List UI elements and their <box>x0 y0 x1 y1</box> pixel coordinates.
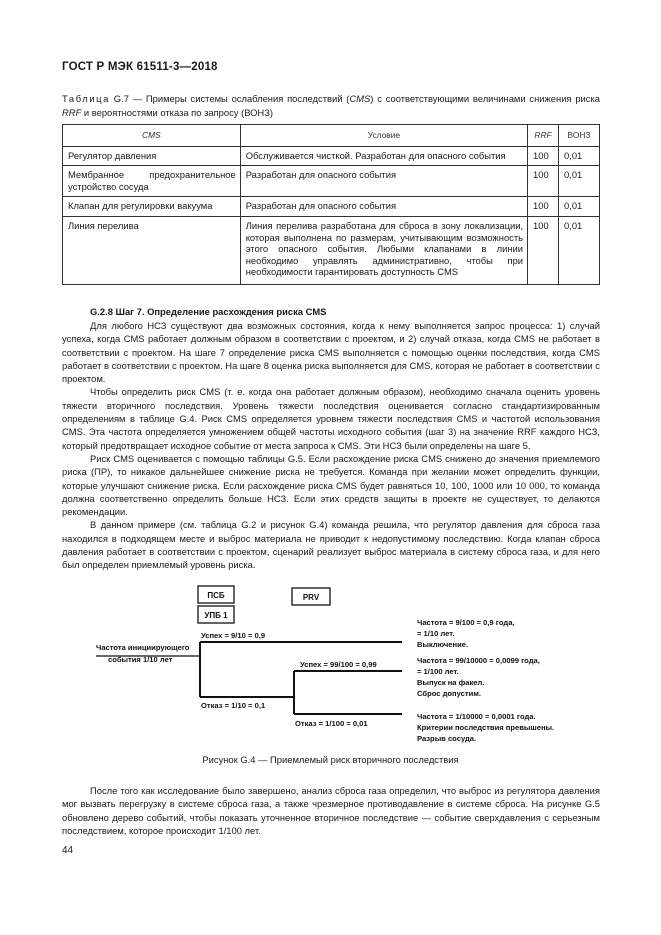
box-pss-label: ПСБ <box>207 591 225 600</box>
cell-rrf: 100 <box>528 197 559 217</box>
cell-pfd: 0,01 <box>559 166 600 197</box>
table-row <box>63 166 600 197</box>
page-number: 44 <box>62 845 74 856</box>
box-prv-label: PRV <box>302 593 320 602</box>
outcome-1-line: Частота = 9/100 = 0,9 года, <box>417 618 515 627</box>
outcome-2-line: = 1/100 лет. <box>417 667 459 676</box>
initiating-label: события 1/10 лет <box>108 655 173 664</box>
outcome-2-line: Выпуск на факел. <box>417 678 485 687</box>
table-caption-prefix: Таблица <box>62 93 110 104</box>
event-tree-diagram <box>62 584 582 749</box>
outcome-1-line: = 1/10 лет. <box>417 629 455 638</box>
outcome-3-line: Разрыв сосуда. <box>417 734 477 743</box>
outcome-3-line: Критерии последствия превышены. <box>417 723 555 732</box>
document-header: ГОСТ Р МЭК 61511-3—2018 <box>62 61 218 73</box>
cell-cms: Клапан для регулировки вакуума <box>63 197 241 217</box>
cell-cms: Регулятор давления <box>63 146 241 166</box>
table-caption-text: и вероятностями отказа по запросу (ВОНЗ) <box>81 106 273 118</box>
fail-label-1: Отказ = 1/10 = 0,1 <box>201 701 266 710</box>
table-caption-text: G.7 — Примеры системы ослабления последствий ( <box>109 93 350 104</box>
paragraph: Для любого НСЗ существуют два возможных состояния, когда к нему выполняется запрос процесса: 1) случай успеха, когда CMS работает должным образом в соответствии с проектом, и 2) случай отказа, когда CMS не работает в соответствии с проектом. На шаге 7 определение риска CMS выполняется с помощью оценки последствия, когда CMS работает в соответствии с проектом. На шаге 8 оценка риска выполняется для CMS, которая не работает в соответствии с проектом. <box>62 320 600 385</box>
cms-table <box>62 124 600 285</box>
fail-label-2: Отказ = 1/100 = 0,01 <box>295 719 368 728</box>
success-label-2: Успех = 99/100 = 0,99 <box>300 660 377 669</box>
cell-cms: Линия перелива <box>63 216 241 284</box>
table-caption-rrf: RRF <box>62 106 82 118</box>
outcome-2-line: Сброс допустим. <box>417 689 482 698</box>
cell-condition: Разработан для опасного события <box>240 166 527 197</box>
success-label-1: Успех = 9/10 = 0,9 <box>201 631 266 640</box>
section-title: G.2.8 Шаг 7. Определение расхождения риска CMS <box>90 306 327 317</box>
cell-condition: Разработан для опасного события <box>240 197 527 217</box>
paragraph: Риск CMS оценивается с помощью таблицы G.5. Если расхождение риска CMS снижено до значения приемлемого риска (ПР), то никакое дальнейшее снижение риска не требуется. Команда при желании может определить функции, которые улучшают снижение риска. Если расхождение риска CMS будет равняться 10, 100, 1000 или 10 000, то команда должна соответственно определить больше НСЗ. Если этих средств защиты в проекте не существует, то делаются рекомендации. <box>62 452 600 518</box>
outcome-1-line: Выключение. <box>417 640 469 649</box>
table-caption <box>62 92 600 119</box>
col-header-pfd: ВОНЗ <box>559 125 600 147</box>
col-header-rrf: RRF <box>528 125 559 147</box>
cell-rrf: 100 <box>528 216 559 284</box>
table-header-row <box>63 125 600 147</box>
table-row <box>63 197 600 217</box>
cell-pfd: 0,01 <box>559 197 600 217</box>
col-header-condition: Условие <box>240 125 527 147</box>
table-row <box>63 146 600 166</box>
outcome-2-line: Частота = 99/10000 = 0,0099 года, <box>417 656 540 665</box>
cell-rrf: 100 <box>528 166 559 197</box>
cell-condition: Линия перелива разработана для сброса в зону локализации, которая выполнена по размерам, учитывающим возможность этого опасного события. Любыми клапанами в линии необходимо управлять административно, чтобы при необходимости гарантировать доступность CMS <box>240 216 527 284</box>
table-caption-text: ) с соответствующими величинами снижения риска <box>370 93 600 104</box>
paragraph: Чтобы определить риск CMS (т. е. когда она работает должным образом), необходимо сначала оценить уровень тяжести вторичного последствия. Уровень тяжести последствия оценивается согласно стандартизированным определениям в таблице G.4. Риск CMS определяется уровнем тяжести последствия CMS и частотой использования CMS. Эта частота определяется умножением общей частоты исходного события (шаг 3) на значение RRF каждого НСЗ, который предотвращает исходное событие от места запроса к CMS. Эти НСЗ были определены на шаге 5. <box>62 386 600 451</box>
paragraph: В данном примере (см. таблица G.2 и рисунок G.4) команда решила, что регулятор давления для сброса газа находился в подходящем месте и выброс материала не приводит к недопустимому последствию. Когда клапан сброса давления работает в соответствии с проектом, сценарий реализует выброс материала в систему сброса газа, и для него был определен приемлемый уровень риска. <box>62 519 600 571</box>
final-text <box>62 784 600 837</box>
outcome-3-line: Частота = 1/10000 = 0,0001 года. <box>417 712 536 721</box>
paragraph: После того как исследование было завершено, анализ сброса газа определил, что выброс из регулятора давления мог вызвать перегрузку в системе сброса газа, а также чрезмерное противодавление в системе сброса. На рисунке G.5 обновлено дерево событий, чтобы показать уточненное вторичное последствие — событие сверхдавления с серьезным последствием, которое происходит 1/100 лет. <box>62 785 600 836</box>
initiating-label: Частота инициирующего <box>96 643 190 652</box>
cell-pfd: 0,01 <box>559 216 600 284</box>
cell-cms: Мембранное предохранительное устройство сосуда <box>63 166 241 197</box>
cell-pfd: 0,01 <box>559 146 600 166</box>
figure-caption: Рисунок G.4 — Приемлемый риск вторичного последствия <box>202 754 459 765</box>
box-upb-label: УПБ 1 <box>204 611 228 620</box>
table-caption-cms: CMS <box>349 93 371 104</box>
cell-condition: Обслуживается чисткой. Разработан для опасного события <box>240 146 527 166</box>
cell-rrf: 100 <box>528 146 559 166</box>
table-row <box>63 216 600 284</box>
col-header-cms: CMS <box>63 125 241 147</box>
body-text <box>62 319 600 572</box>
